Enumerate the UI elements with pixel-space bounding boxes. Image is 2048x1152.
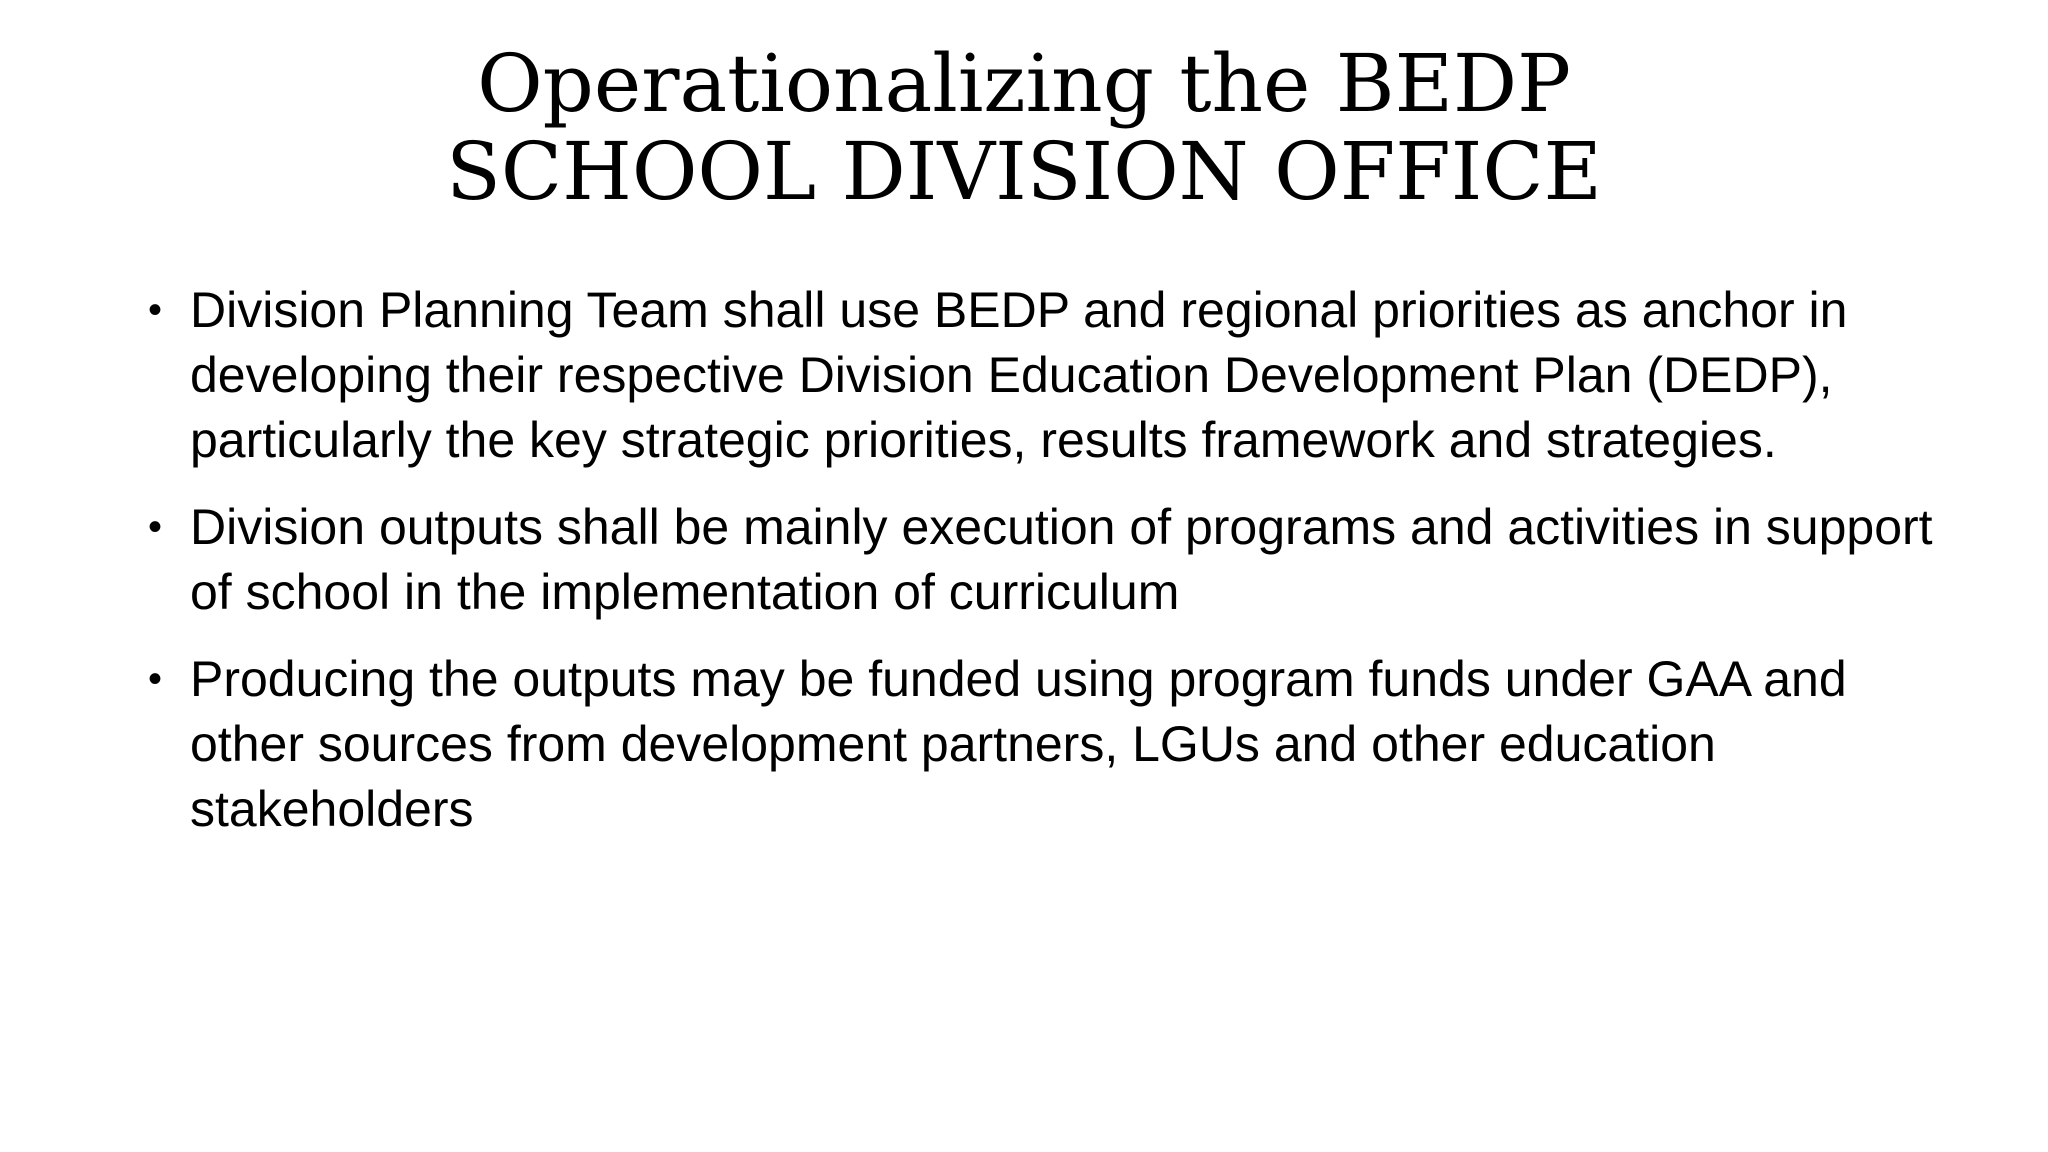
bullet-dot-icon: •: [148, 505, 163, 549]
title-line-1: Operationalizing the BEDP: [477, 37, 1571, 130]
bullet-dot-icon: •: [148, 657, 163, 701]
bullet-dot-icon: •: [148, 288, 163, 332]
bullet-item: [148, 278, 1948, 473]
slide-title: [0, 37, 2048, 218]
bullet-text: Division Planning Team shall use BEDP and regional priorities as anchor in developing their respective Division Education Development Plan (DEDP), particularly the key strategic priorities, results framework and strategies.: [190, 282, 1848, 468]
bullet-text: Producing the outputs may be funded using program funds under GAA and other sources from development partners, LGUs and other education stakeholders: [190, 651, 1847, 837]
title-line-2: SCHOOL DIVISION OFFICE: [446, 125, 1602, 218]
bullet-item: [148, 495, 1948, 625]
bullet-item: [148, 647, 1948, 842]
bullet-text: Division outputs shall be mainly execution of programs and activities in support of school in the implementation of curriculum: [190, 499, 1933, 620]
bullet-list: [148, 278, 1948, 864]
